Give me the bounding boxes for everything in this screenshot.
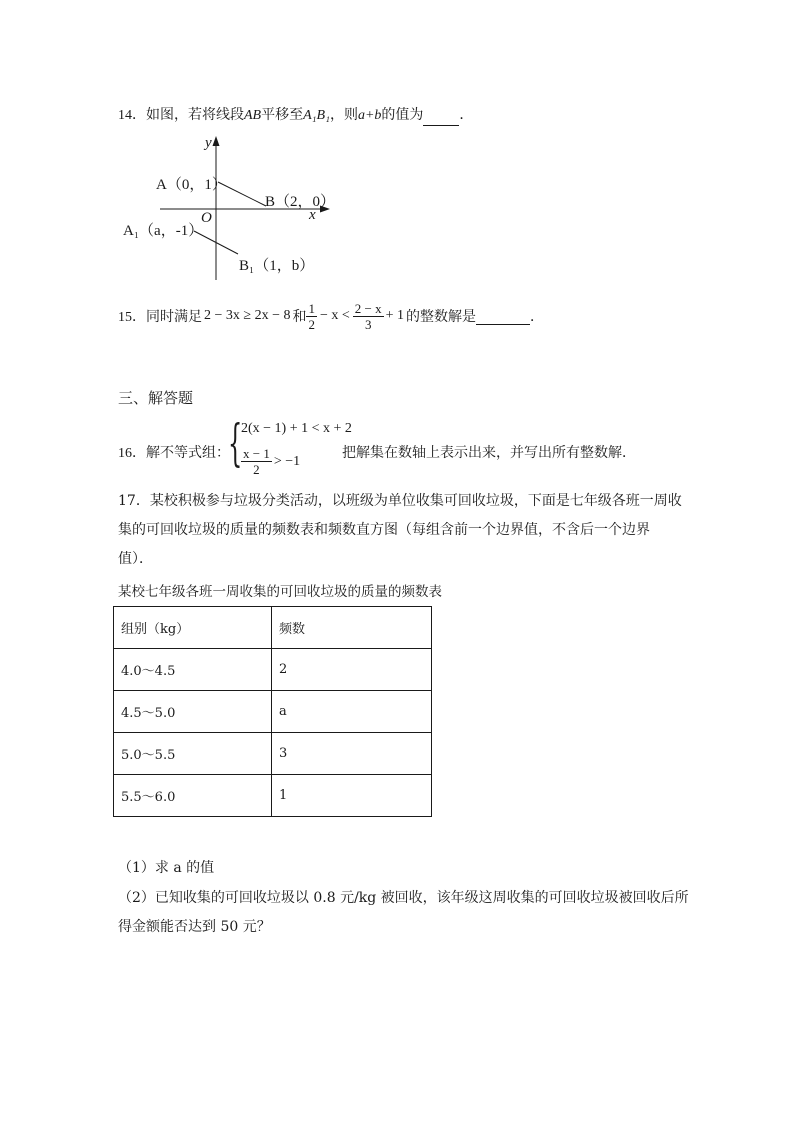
q15-frac2-num: 2 − x xyxy=(354,300,382,316)
point-b-label: B（2，0） xyxy=(265,194,336,210)
q15-end: ． xyxy=(530,309,545,325)
header-frequency: 频数 xyxy=(272,607,432,649)
q16-fraction xyxy=(241,446,272,477)
cell-group: 5.5～6.0 xyxy=(114,775,272,817)
table-header-row xyxy=(114,607,432,649)
q15-frac2-den: 3 xyxy=(364,316,372,332)
q14-seg-a1b1: A₁B₁ xyxy=(303,108,330,123)
q16-system-brace: { xyxy=(228,414,243,472)
frequency-table xyxy=(113,606,432,817)
q14-text-a: 如图，若将线段 xyxy=(146,107,244,123)
table-row xyxy=(114,649,432,691)
cell-group: 5.0～5.5 xyxy=(114,733,272,775)
q16-label xyxy=(118,442,230,462)
q15-fraction-2 xyxy=(353,301,384,332)
q16-text-b: 把解集在数轴上表示出来，并写出所有整数解． xyxy=(342,445,636,461)
point-a-label: A（0，1） xyxy=(156,177,227,193)
q16-frac-num: x − 1 xyxy=(243,446,270,461)
q14-text-c: ，则 xyxy=(329,107,358,123)
q16-line-1: 2(x − 1) + 1 < x + 2 xyxy=(241,421,352,436)
q15-text-c: 的整数解是 xyxy=(406,309,477,325)
q14-seg-ab: AB xyxy=(244,108,262,123)
q17-sub-question-1: （1）求 a 的值 xyxy=(118,860,215,876)
q16-line-2 xyxy=(241,446,300,477)
q14-expr: a+b xyxy=(357,108,382,123)
q15-tail: + 1 xyxy=(385,308,405,323)
q17-sub-question-2-line-2: 得金额能否达到 50 元？ xyxy=(118,919,271,935)
q14-text-b: 平移至 xyxy=(261,107,304,123)
cell-frequency: 1 xyxy=(272,775,432,817)
q15-mid: − x < xyxy=(319,308,350,323)
q17-line-2: 集的可回收垃圾的质量的频数表和频数直方图（每组含前一个边界值，不含后一个边界 xyxy=(118,522,650,538)
x-axis-label: x xyxy=(309,207,316,223)
q15-number: 15． xyxy=(118,310,146,325)
origin-label: O xyxy=(201,210,212,226)
cell-frequency: a xyxy=(272,691,432,733)
q14-text-d: 的值为 xyxy=(381,107,424,123)
q15-frac1-num: 1 xyxy=(308,300,315,316)
cell-frequency: 3 xyxy=(272,733,432,775)
cell-group: 4.5～5.0 xyxy=(114,691,272,733)
section-title: 三、解答题 xyxy=(118,389,194,407)
q14-end: ． xyxy=(459,107,474,123)
q15-answer-blank[interactable] xyxy=(476,308,530,325)
cell-group: 4.0～4.5 xyxy=(114,649,272,691)
q15-inequality-1: 2 − 3x ≥ 2x − 8 xyxy=(204,308,291,323)
point-b1-label: B₁（1，b） xyxy=(239,258,315,274)
q16-frac-den: 2 xyxy=(253,462,260,477)
q15-fraction-1 xyxy=(306,301,317,332)
y-axis-label: y xyxy=(205,135,212,151)
q15-text-b: 和 xyxy=(292,309,307,325)
q16-text-a: 解不等式组： xyxy=(146,445,230,461)
header-group: 组别（kg） xyxy=(114,607,272,649)
q17-sub-question-2-line-1: （2）已知收集的可回收垃圾以 0.8 元/kg 被回收，该年级这周收集的可回收垃圾被回收后所 xyxy=(118,890,689,906)
point-a1-label: A₁（a，-1） xyxy=(123,223,204,239)
table-row xyxy=(114,775,432,817)
q14-number: 14． xyxy=(118,108,146,123)
q16-number: 16． xyxy=(118,446,146,461)
q17-line-3: 值）． xyxy=(118,551,153,567)
q15-text-a: 同时满足 xyxy=(146,309,202,325)
q16-line-2-tail: > −1 xyxy=(273,453,301,469)
q17-line-1: 17．某校积极参与垃圾分类活动，以班级为单位收集可回收垃圾，下面是七年级各班一周收 xyxy=(118,493,682,509)
q17-table-title: 某校七年级各班一周收集的可回收垃圾的质量的频数表 xyxy=(118,584,442,600)
q15-frac1-den: 2 xyxy=(308,316,315,332)
q15-stem xyxy=(118,299,544,333)
table-row xyxy=(114,691,432,733)
y-axis-arrow-icon xyxy=(213,136,220,146)
cell-frequency: 2 xyxy=(272,649,432,691)
table-row xyxy=(114,733,432,775)
